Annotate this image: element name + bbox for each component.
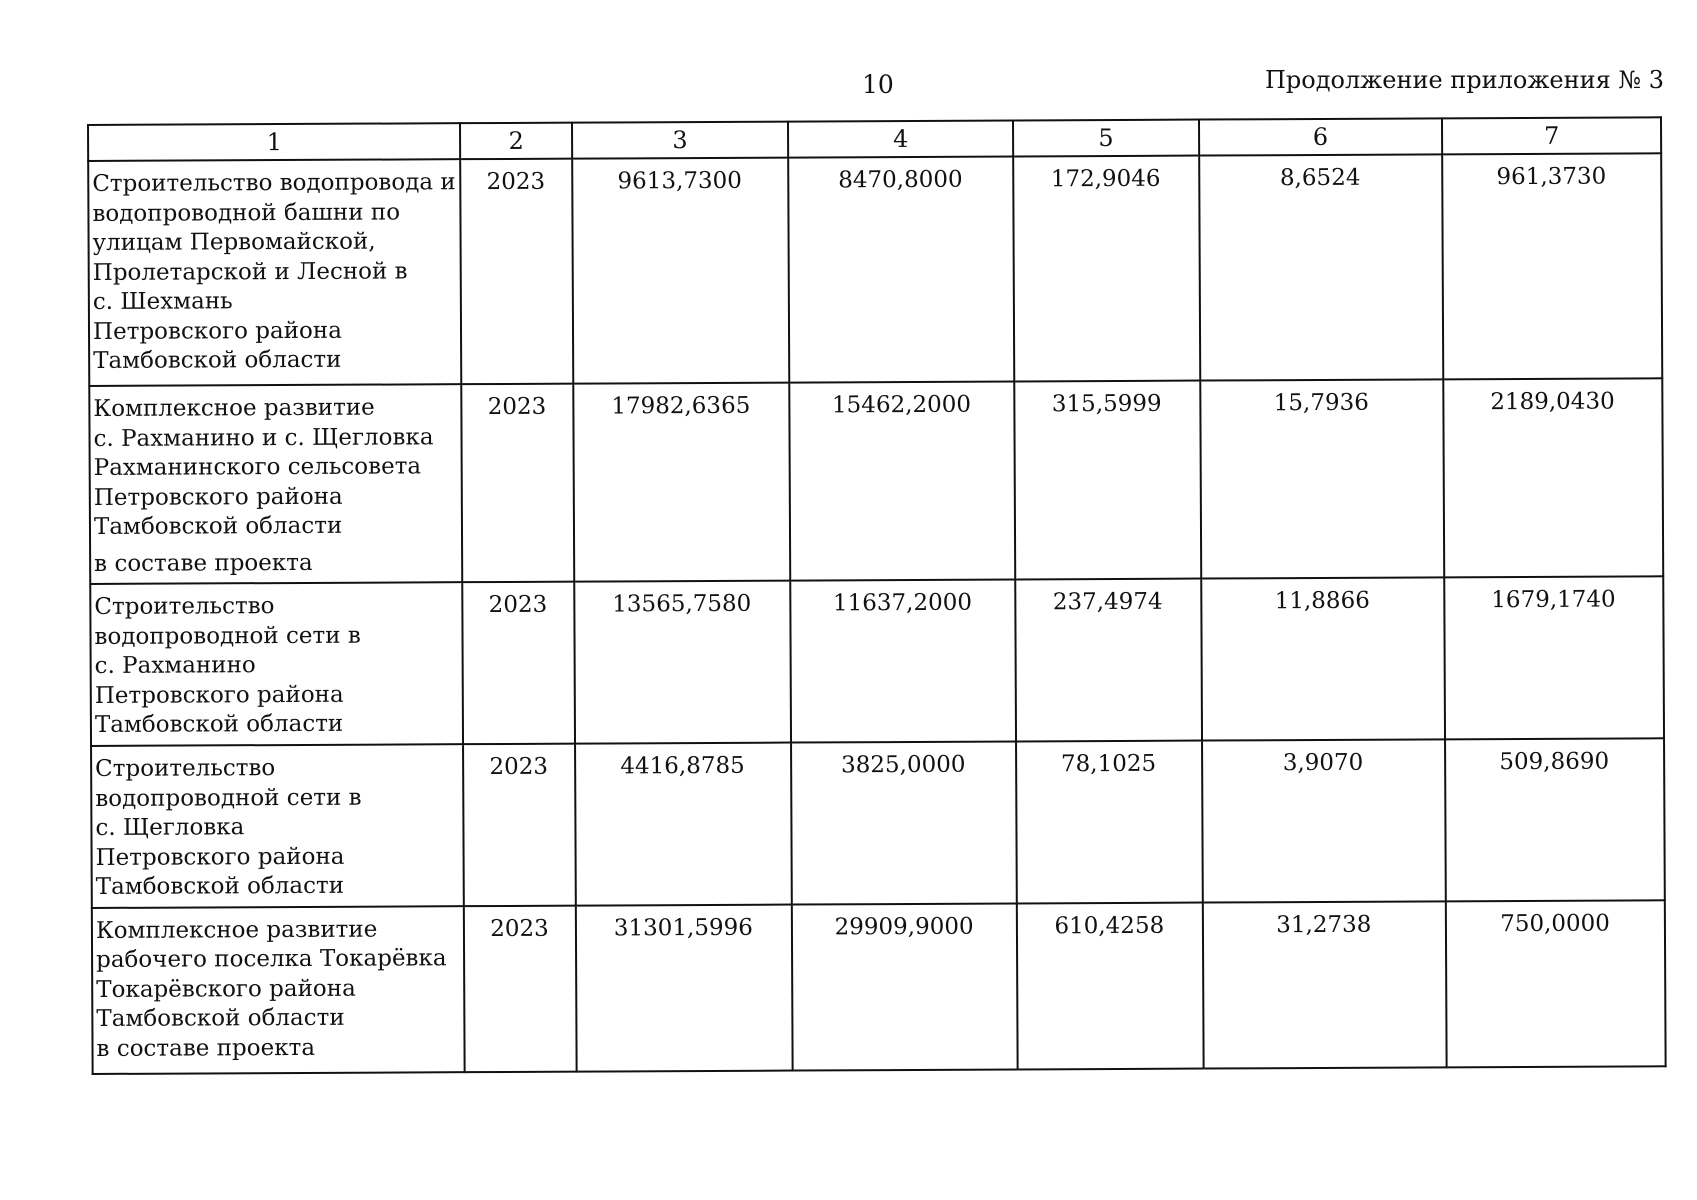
- column-header: 7: [1442, 117, 1661, 154]
- value-cell-col4: 15462,2000: [789, 381, 1015, 580]
- project-name-line: Рахманинского сельсовета: [93, 453, 422, 481]
- value-cell-col5: 315,5999: [1014, 381, 1200, 580]
- appendix-table: [87, 116, 1667, 1074]
- project-name-line: Токарёвского района: [96, 975, 356, 1003]
- value-cell-col6: 3,9070: [1202, 739, 1446, 902]
- value-cell-col5: 78,1025: [1016, 741, 1202, 903]
- project-name-line: Строительство: [95, 755, 276, 782]
- value-cell-col5: 237,4974: [1015, 579, 1201, 742]
- value-cell-col3: 17982,6365: [573, 383, 790, 582]
- column-header: 1: [88, 123, 461, 161]
- year-cell: 2023: [464, 905, 576, 1072]
- value-cell-col7: 509,8690: [1445, 738, 1665, 901]
- value-cell-col4: 11637,2000: [790, 579, 1016, 742]
- appendix-continuation-note: Продолжение приложения № 3: [1264, 66, 1664, 94]
- project-name-line: Петровского района: [93, 483, 343, 511]
- value-cell-col6: 31,2738: [1202, 901, 1446, 1068]
- value-cell-col5: 610,4258: [1017, 902, 1203, 1069]
- year-cell: 2023: [463, 744, 575, 906]
- project-name-line: Комплексное развитие: [93, 394, 375, 422]
- value-cell-col3: 13565,7580: [574, 581, 791, 744]
- year-cell: 2023: [462, 384, 574, 583]
- project-name-cell: [89, 384, 462, 584]
- table-row: [90, 576, 1664, 746]
- value-cell-col4: 3825,0000: [791, 741, 1017, 904]
- column-header: 2: [460, 123, 571, 160]
- project-name-line: Пролетарской и Лесной в: [92, 257, 408, 286]
- project-name-cell: [90, 582, 463, 746]
- value-cell-col3: 9613,7300: [572, 158, 789, 384]
- project-name-line: водопроводной сети в: [94, 622, 361, 650]
- project-name-line: Петровского района: [94, 681, 344, 709]
- project-name-cell: [91, 744, 464, 907]
- project-name-line: в составе проекта: [94, 549, 313, 577]
- value-cell-col3: 31301,5996: [576, 904, 793, 1071]
- column-header: 5: [1013, 120, 1199, 157]
- year-cell: 2023: [461, 159, 573, 385]
- project-name-line: водопроводной башни по: [92, 198, 401, 227]
- project-name-line: в составе проекта: [96, 1034, 316, 1062]
- value-cell-col4: 29909,9000: [792, 903, 1018, 1070]
- project-name-line: Строительство водопровода и: [92, 169, 456, 197]
- project-name-line: Тамбовской области: [93, 346, 342, 374]
- value-cell-col5: 172,9046: [1013, 156, 1200, 382]
- project-name-line: с. Рахманино: [94, 652, 256, 679]
- table-row: [89, 378, 1663, 584]
- value-cell-col6: 11,8866: [1201, 577, 1445, 740]
- table-row: [92, 900, 1666, 1074]
- column-header: 4: [788, 120, 1013, 157]
- project-name-line: рабочего поселка Токарёвка: [96, 945, 447, 973]
- project-name-line: с. Шехмань: [92, 288, 233, 315]
- project-name-line: Тамбовской области: [94, 710, 344, 738]
- project-name-line: водопроводной сети в: [95, 784, 362, 812]
- value-cell-col6: 8,6524: [1199, 154, 1444, 380]
- project-name-line: улицам Первомайской,: [92, 228, 376, 256]
- project-name-line: Строительство: [94, 593, 275, 620]
- table-row: [88, 153, 1662, 386]
- value-cell-col7: 1679,1740: [1444, 576, 1664, 739]
- project-name-line: Петровского района: [95, 843, 345, 871]
- column-header: 3: [572, 122, 789, 159]
- table-row: [91, 738, 1665, 907]
- project-name-line: Тамбовской области: [96, 1004, 345, 1032]
- value-cell-col7: 2189,0430: [1443, 378, 1663, 577]
- project-name-line: Комплексное развитие: [95, 916, 378, 944]
- column-header: 6: [1199, 118, 1443, 155]
- year-cell: 2023: [463, 582, 575, 745]
- project-name-line: с. Рахманино и с. Щегловка: [93, 423, 434, 452]
- value-cell-col7: 961,3730: [1442, 153, 1662, 379]
- project-name-cell: [88, 159, 462, 386]
- project-name-line: Тамбовской области: [93, 512, 343, 540]
- page-number: 10: [862, 70, 894, 99]
- project-name-line: Тамбовской области: [95, 872, 345, 900]
- value-cell-col4: 8470,8000: [788, 156, 1014, 382]
- project-name-line: Петровского района: [92, 317, 342, 345]
- project-name-line: с. Щегловка: [95, 814, 245, 841]
- value-cell-col7: 750,0000: [1446, 900, 1666, 1067]
- project-name-cell: [92, 906, 465, 1074]
- value-cell-col3: 4416,8785: [575, 743, 792, 906]
- value-cell-col6: 15,7936: [1200, 379, 1445, 578]
